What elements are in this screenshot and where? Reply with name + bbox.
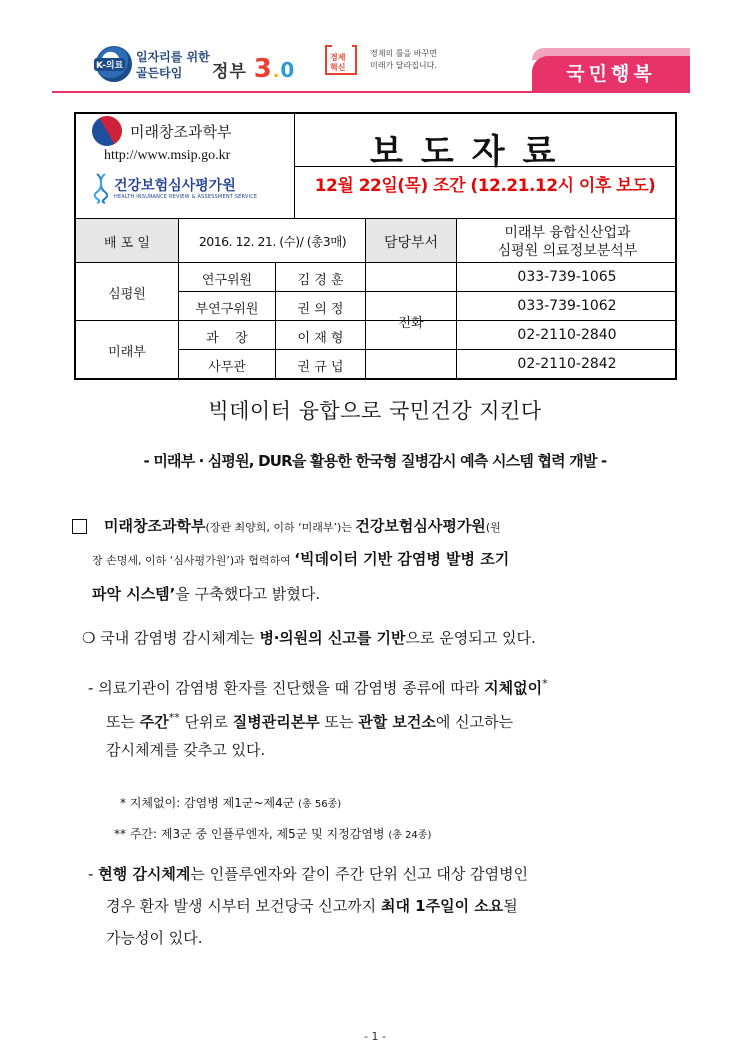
gov-zero: 0: [280, 58, 296, 82]
dash-bullet: -: [88, 679, 94, 697]
dept-label: 담당부서: [383, 235, 439, 251]
text: 될: [503, 897, 518, 915]
headline: 빅데이터 융합으로 국민건강 지킨다: [208, 399, 542, 423]
econ-slogan-line2: 미래가 달라집니다.: [370, 61, 437, 70]
footnote-mark: *: [120, 796, 126, 810]
dna-icon: [94, 172, 108, 204]
contact-role: 과 장: [206, 331, 248, 346]
k-medical-badge: K-의료: [94, 58, 125, 71]
text-bold: 질병관리본부: [232, 713, 320, 731]
hira-name: 건강보험심사평가원: [114, 178, 236, 194]
text: 에 신고하는: [435, 713, 514, 731]
text: (장관 최양희, 이하 ‘미래부’)는: [205, 521, 356, 534]
ministry-name: 미래창조과학부: [130, 123, 232, 141]
text-bold: 최대 1주일이 소요: [380, 897, 504, 915]
text: 또는: [106, 713, 140, 731]
paragraph-3-line3: [106, 736, 686, 764]
ribbon-label: 국민행복: [566, 63, 656, 85]
svg-text:경제: 경제: [330, 53, 346, 62]
text: 장 손명세, 이하 ‘심사평가원’)과 협력하여: [92, 554, 295, 567]
dash-bullet: -: [88, 865, 94, 883]
divider: [74, 262, 677, 263]
text: 주간: 제3군 중 인플루엔자, 제5군 및 지정감염병: [129, 827, 389, 841]
text-bold: 파악 시스템’: [92, 585, 176, 603]
contact-name: 권 의 정: [297, 302, 344, 317]
text-bold: 주간: [139, 713, 169, 731]
subheadline: - 미래부 ‧ 심평원, DUR을 활용한 한국형 질병감시 예측 시스템 협력 개발 -: [143, 452, 607, 470]
k-medical-slogan-line1: 일자리를 위한: [136, 50, 210, 64]
contact-role: 부연구위원: [195, 302, 259, 317]
text: 국내 감염병 감시체계는: [100, 629, 260, 647]
ministry-url[interactable]: http://www.msip.go.kr: [104, 148, 231, 163]
gov-three: 3: [253, 54, 273, 84]
text: 감시체계를 갖추고 있다.: [106, 741, 266, 759]
org-hira-label: 심평원: [108, 287, 146, 302]
text: 의료기관이 감염병 환자를 진단했을 때 감염병 종류에 따라: [98, 679, 485, 697]
divider: [178, 349, 677, 350]
gov-dot: .: [272, 62, 281, 82]
text-bold: 지체없이: [484, 679, 543, 697]
dist-label: 배 포 일: [104, 236, 150, 251]
dist-value: 2016. 12. 21. (수)/ (총3매): [198, 234, 347, 249]
contact-name: 김 경 훈: [297, 273, 344, 288]
svg-text:혁신: 혁신: [330, 63, 346, 72]
contact-role: 사무관: [208, 360, 246, 375]
footnote-1: [120, 794, 341, 811]
text: (총 56종): [298, 799, 342, 810]
page-number: - 1 -: [364, 1030, 386, 1043]
contact-phone: 02-2110-2840: [517, 327, 617, 343]
paragraph-1-line1: [104, 512, 684, 542]
contact-name: 이 재 형: [297, 331, 344, 346]
econ-slogan-line1: 경제의 틀을 바꾸면: [370, 49, 437, 58]
press-release-title: 보도자료: [370, 132, 574, 172]
gov-prefix: 정부: [212, 62, 247, 82]
footnote-2: [114, 825, 431, 842]
contact-name: 권 규 넙: [297, 360, 344, 375]
text-bold: 현행 감시체계: [98, 865, 191, 883]
footnote-mark: **: [168, 711, 180, 724]
economic-innovation-logo-icon: [322, 42, 364, 78]
dept-line2: 심평원 의료정보분석부: [497, 243, 638, 259]
hira-english-name: HEALTH INSURANCE REVIEW & ASSESSMENT SERVICE: [114, 194, 258, 200]
text: 경우 환자 발생 시부터 보건당국 신고까지: [106, 897, 381, 915]
paragraph-4-line2: [106, 892, 686, 920]
text: (원: [485, 521, 501, 534]
paragraph-3-line1: [88, 670, 688, 702]
paragraph-4-line3: [106, 924, 686, 952]
government-3-0-logo: [212, 54, 295, 84]
circle-bullet-icon: ❍: [82, 629, 96, 647]
divider: [294, 112, 295, 218]
embargo-notice: 12월 22일(목) 조간 (12.21.12시 이후 보도): [314, 176, 656, 196]
text: 는 인플루엔자와 같이 주간 단위 신고 대상 감염병인: [190, 865, 529, 883]
divider: [178, 291, 677, 292]
text: 가능성이 있다.: [106, 929, 203, 947]
phone-label: 전화: [398, 316, 424, 331]
k-medical-slogan-line2: 골든타임: [136, 66, 183, 80]
text-bold: 병‧의원의 신고를 기반: [259, 629, 406, 647]
text-bold: 관할 보건소: [358, 713, 436, 731]
paragraph-4-line1: [88, 860, 688, 888]
text: 또는: [319, 713, 359, 731]
text: (총 24종): [388, 830, 432, 841]
contact-phone: 02-2110-2842: [517, 356, 617, 372]
text-bold: 미래창조과학부: [104, 517, 206, 535]
paragraph-3-line2: [106, 704, 686, 736]
contact-phone: 033-739-1065: [517, 269, 617, 285]
text: 으로 운영되고 있다.: [405, 629, 536, 647]
dept-line1: 미래부 융합신산업과: [504, 225, 631, 241]
paragraph-2: [82, 624, 682, 652]
text-bold: 건강보험심사평가원: [355, 517, 486, 535]
paragraph-1-line2: [92, 545, 684, 575]
text: 을 구축했다고 밝혔다.: [175, 585, 321, 603]
contact-phone: 033-739-1062: [517, 298, 617, 314]
text-bold: ‘빅데이터 기반 감염병 발병 조기: [294, 550, 510, 568]
contact-role: 연구위원: [201, 273, 253, 288]
footnote-mark: **: [114, 827, 126, 841]
footnote-mark: *: [542, 677, 548, 690]
paragraph-1-line3: [92, 580, 684, 608]
checkbox-bullet-icon: [72, 519, 87, 534]
org-msip-label: 미래부: [108, 345, 146, 360]
text: 단위로: [179, 713, 233, 731]
text: 지체없이: 감염병 제1군~제4군: [129, 796, 299, 810]
banner-rule: [52, 91, 690, 93]
